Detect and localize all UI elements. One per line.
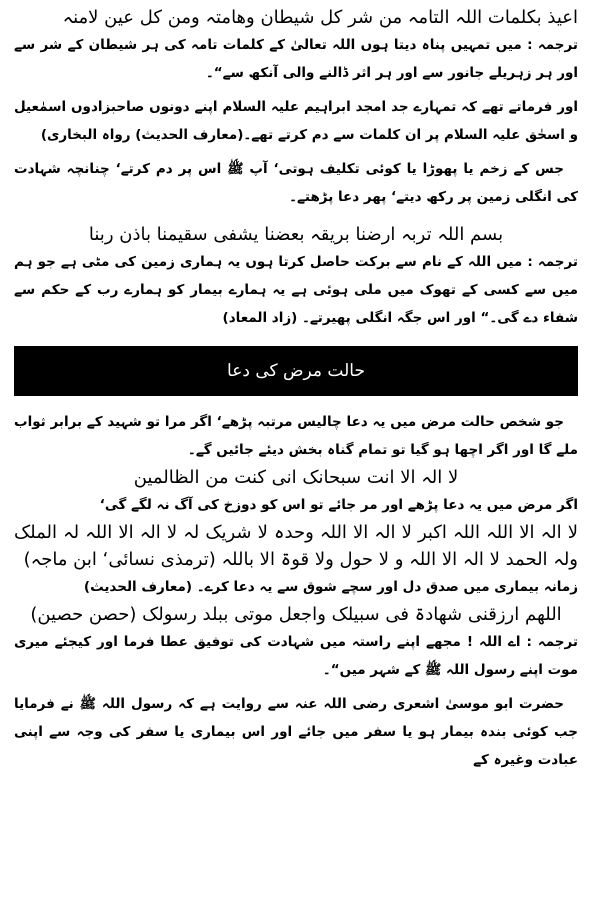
section-heading-text: حالت مرض کی دعا	[227, 361, 365, 381]
paragraph-illness-note: اگر مرض میں یہ دعا پڑھے اور مر جائے تو اس کو دوزخ کی آگ نہ لگے گی‘	[99, 497, 578, 513]
paragraph-abu-musa: حضرت ابو موسیٰ اشعری رضی اللہ عنہ سے روایت ہے کہ رسول اللہ ﷺ نے فرمایا جب کوئی بندہ بیمار ہو یا سفر میں جائے اور اس بیماری یا سفر کی وجہ سے اپنی عبادت وغیرہ کے	[14, 696, 578, 768]
paragraph-illness-intro: جو شخص حالت مرض میں یہ دعا چالیس مرتبہ پڑھے‘ اگر مرا تو شہید کے برابر ثواب ملے گا اور اگر اچھا ہو گیا تو تمام گناہ بخش دیئے جائیں گے۔	[14, 414, 578, 458]
section-heading-banner	[14, 346, 578, 396]
translation-shahada: ترجمہ : اے اللہ ! مجھے اپنے راستہ میں شہادت کی توفیق عطا فرما اور کیجئے میری موت اپنے رسول اللہ ﷺ کے شہر میں“۔	[14, 634, 578, 678]
translation-protection: ترجمہ : میں تمہیں پناہ دیتا ہوں اللہ تعالیٰ کے کلمات تامہ کی ہر شیطان کے شر سے اور ہر زہریلے جانور سے اور ہر اثر ڈالنے والی آنکھ سے“۔	[14, 37, 578, 81]
arabic-dua-tahlil: لا الہ الا اللہ اللہ اکبر لا الہ الا اللہ وحدہ لا شریک لہ لا الہ الا اللہ لہ الملک ولہ الحمد لا الہ الا اللہ و لا حول ولا قوۃ الا باللہ (ترمذی نسائی‘ ابن ماجہ)	[14, 522, 578, 570]
arabic-dua-yunus: لا الہ الا انت سبحانک انی کنت من الظالمین	[133, 467, 459, 488]
document-page	[14, 4, 578, 774]
arabic-dua-shahada: اللھم ارزقنی شھادۃ فی سبیلک واجعل موتی ببلد رسولک (حصن حصین)	[30, 604, 562, 625]
translation-healing: ترجمہ : میں اللہ کے نام سے برکت حاصل کرتا ہوں یہ ہماری زمین کی مٹی ہے جو ہم میں سے کسی کے تھوک میں ملی ہوئی ہے یہ ہمارے بیمار کو ہمارے رب کے حکم سے شفاء دے گی۔“ اور اس جگہ انگلی پھیرتے۔ (زاد المعاد)	[14, 254, 578, 326]
paragraph-wound: جس کے زخم یا پھوڑا یا کوئی تکلیف ہوتی‘ آپ ﷺ اس پر دم کرتے‘ چنانچہ شہادت کی انگلی زمین پر رکھ دیتے‘ پھر دعا پڑھتے۔	[14, 161, 578, 205]
paragraph-ibrahim: اور فرماتے تھے کہ تمہارے جد امجد ابراہیم علیہ السلام اپنے دونوں صاحبزادوں اسمٰعیل و اسحٰق علیہ السلام پر ان کلمات سے دم کرتے تھے۔(معارف الحدیث) رواہ البخاری)	[14, 99, 578, 143]
arabic-dua-healing: بسم اللہ تربہ ارضنا بریقہ بعضنا یشفی سقیمنا باذن ربنا	[88, 224, 504, 245]
paragraph-sincerity: زمانہ بیماری میں صدق دل اور سچے شوق سے یہ دعا کرے۔ (معارف الحدیث)	[83, 579, 578, 595]
arabic-dua-protection: اعیذ بکلمات اللہ التامہ من شر کل شیطان وھامتہ ومن کل عین لامنہ	[62, 7, 578, 28]
